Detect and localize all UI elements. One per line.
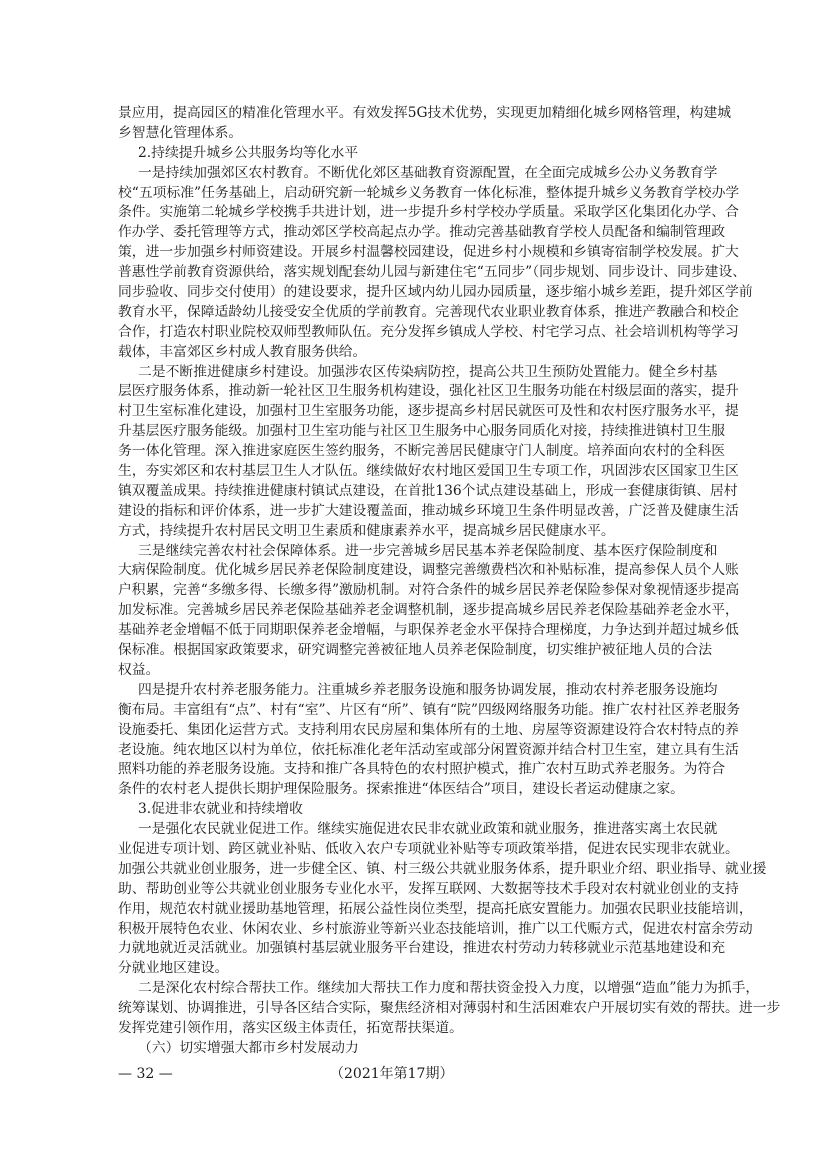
paragraph [118, 681, 741, 800]
text-line: 作用，规范农村就业援助基地管理，拓展公益性岗位类型，提高托底安置能力。加强农民职业技能培训， [118, 900, 753, 917]
text-line: 建设的指标和评价体系，进一步扩大建设覆盖面，推动城乡环境卫生条件明显改善，广泛普及健康生活 [118, 502, 739, 519]
text-line: 助、帮助创业等公共就业创业服务专业化水平，发挥互联网、大数据等技术手段对农村就业创业的支持 [118, 880, 739, 897]
text-line: 设施委托、集团化运营方式。支持利用农民房屋和集体所有的土地、房屋等资源建设符合农村特点的养 [118, 721, 739, 738]
text-line: 方式，持续提升农村居民文明卫生素质和健康素养水平，提高城乡居民健康水平。 [118, 522, 615, 539]
text-line: 二是深化农村综合帮扶工作。继续加大帮扶工作力度和帮扶资金投入力度，以增强“造血”能力为抓手， [138, 980, 760, 997]
paragraph [118, 542, 740, 681]
text-line: 条件的农村老人提供长期护理保险服务。探索推进“体医结合”项目，建设长者运动健康之家。 [118, 781, 684, 798]
text-line: 2.持续提升城乡公共服务均等化水平 [138, 144, 359, 161]
paragraph [118, 363, 739, 542]
section-heading [118, 1039, 712, 1059]
text-line: 加发标准。完善城乡居民养老保险基础养老金调整机制，逐步提高城乡居民养老保险基础养老金水平， [118, 602, 739, 619]
text-line: 村卫生室标准化建设，加强村卫生室服务功能，逐步提高乡村居民就医可及性和农村医疗服务水平，提 [118, 403, 739, 420]
paragraph [118, 820, 767, 979]
text-line: 三是继续完善农村社会保障体系。进一步完善城乡居民基本养老保险制度、基本医疗保险制度和 [138, 542, 718, 559]
text-line: 业促进专项计划、跨区就业补贴、低收入农户专项就业补贴等专项政策举措，促进农民实现非农就业。 [118, 840, 739, 857]
text-line: 积极开展特色农业、休闲农业、乡村旅游业等新兴业态技能培训，推广以工代赈方式，促进农村富余劳动 [118, 920, 753, 937]
text-line: 校“五项标准”任务基础上，启动研究新一轮城乡义务教育一体化标准，整体提升城乡义务教育学校办学 [118, 184, 740, 201]
text-line: （六）切实增强大都市乡村发展动力 [138, 1039, 359, 1056]
paragraph [118, 104, 732, 144]
text-line: 统筹谋划、协调推进，引导各区结合实际，聚焦经济相对薄弱村和生活困难农户开展切实有效的帮扶。进一步 [118, 1000, 781, 1017]
text-line: 景应用，提高园区的精准化管理水平。有效发挥5G技术优势，实现更加精细化城乡网格管理，构建城 [118, 105, 732, 121]
text-line: 作办学、委托管理等方式，推动郊区学校高起点办学。推动完善基础教育学校人员配备和编制管理政 [118, 224, 726, 241]
text-line: 合作，打造农村职业院校双师型教师队伍。充分发挥乡镇成人学校、村宅学习点、社会培训机构等学习 [118, 323, 739, 340]
text-line: 四是提升农村养老服务能力。注重城乡养老服务设施和服务协调发展，推动农村养老服务设施均 [138, 681, 718, 698]
text-line: 一是持续加强郊区农村教育。不断优化郊区基础教育资源配置，在全面完成城乡公办义务教育学 [138, 164, 718, 181]
text-line: 分就业地区建设。 [118, 960, 229, 977]
text-line: 务一体化管理。深入推进家庭医生签约服务，不断完善居民健康守门人制度。培养面向农村的全科医 [118, 443, 726, 460]
text-line: 大病保险制度。优化城乡居民养老保险制度建设，调整完善缴费档次和补贴标准，提高参保人员个人账 [118, 562, 739, 579]
text-line: 衡布局。丰富组有“点”、村有“室”、片区有“所”、镇有“院”四级网络服务功能。推广农村社区养老服务 [118, 701, 741, 718]
text-line: 一是强化农民就业促进工作。继续实施促进农民非农就业政策和就业服务，推进落实离土农民就 [138, 821, 718, 838]
issue-label: （2021年第17期） [330, 1066, 454, 1082]
text-line: 二是不断推进健康乡村建设。加强涉农区传染病防控，提高公共卫生预防处置能力。健全乡村基 [138, 363, 718, 380]
text-line: 升基层医疗服务能级。加强村卫生室功能与社区卫生服务中心服务同质化对接，持续推进镇村卫生服 [118, 423, 726, 440]
text-line: 照料功能的养老服务设施。支持和推广各具特色的农村照护模式，推广农村互助式养老服务。为符合 [118, 761, 726, 778]
page-footer [118, 1064, 712, 1084]
text-line: 载体，丰富郊区乡村成人教育服务供给。 [118, 343, 367, 360]
text-line: 发挥党建引领作用，落实区级主体责任，拓宽帮扶渠道。 [118, 1019, 463, 1036]
text-line: 普惠性学前教育资源供给，落实规划配套幼儿园与新建住宅“五同步”（同步规划、同步设计、同步建设、 [118, 264, 747, 281]
text-line: 教育水平，保障适龄幼儿接受安全优质的学前教育。完善现代农业职业教育体系，推进产教融合和校企 [118, 303, 739, 320]
text-line: 乡智慧化管理体系。 [118, 124, 243, 141]
paragraph [118, 979, 781, 1039]
section-heading [118, 144, 712, 164]
text-line: 生，夯实郊区和农村基层卫生人才队伍。继续做好农村地区爱国卫生专项工作，巩固涉农区国家卫生区 [118, 463, 739, 480]
text-line: 户积累，完善“多缴多得、长缴多得”激励机制。对符合条件的城乡居民养老保险参保对象视情逐步提高 [118, 582, 740, 599]
paragraph [118, 164, 753, 363]
text-line: 条件。实施第二轮城乡学校携手共进计划，进一步提升乡村学校办学质量。采取学区化集团化办学、合 [118, 204, 739, 221]
page-number: — 32 — [118, 1066, 173, 1082]
text-line: 保标准。根据国家政策要求，研究调整完善被征地人员养老保险制度，切实维护被征地人员的合法 [118, 642, 712, 659]
text-line: 镇双覆盖成果。持续推进健康村镇试点建设，在首批136个试点建设基础上，形成一套健康街镇、居村 [118, 482, 738, 499]
document-body [118, 104, 781, 1059]
text-line: 老设施。纯农地区以村为单位，依托标准化老年活动室或部分闲置资源并结合村卫生室，建立具有生活 [118, 741, 739, 758]
text-line: 力就地就近灵活就业。加强镇村基层就业服务平台建设，推进农村劳动力转移就业示范基地建设和充 [118, 940, 726, 957]
text-line: 层医疗服务体系，推动新一轮社区卫生服务机构建设，强化社区卫生服务功能在村级层面的落实，提升 [118, 383, 739, 400]
text-line: 权益。 [118, 661, 160, 678]
section-heading [118, 800, 712, 820]
text-line: 策，进一步加强乡村师资建设。开展乡村温馨校园建设，促进乡村小规模和乡镇寄宿制学校发展。扩大 [118, 244, 739, 261]
text-line: 加强公共就业创业服务，进一步健全区、镇、村三级公共就业服务体系，提升职业介绍、职业指导、就业援 [118, 860, 767, 877]
text-line: 基础养老金增幅不低于同期职保养老金增幅，与职保养老金水平保持合理梯度，力争达到并超过城乡低 [118, 622, 739, 639]
text-line: 3.促进非农就业和持续增收 [138, 801, 303, 818]
text-line: 同步验收、同步交付使用）的建设要求，提升区域内幼儿园办园质量，逐步缩小城乡差距，提升郊区学前 [118, 284, 753, 301]
